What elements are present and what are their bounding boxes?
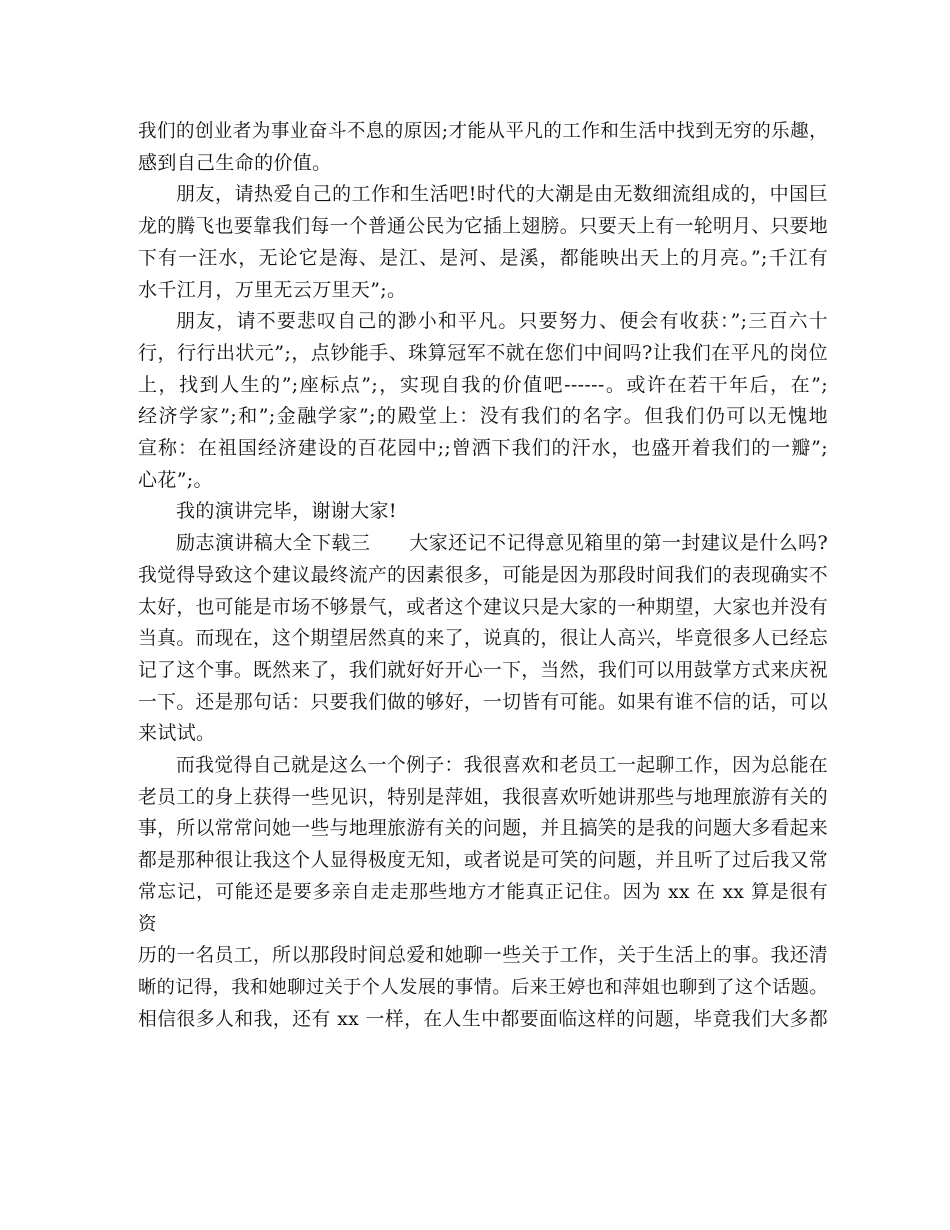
document-text-line: 老员工的身上获得一些见识，特别是萍姐，我很喜欢听她讲那些与地理旅游有关的 xyxy=(138,786,828,808)
document-text-line: 我们的创业者为事业奋斗不息的原因;才能从平凡的工作和生活中找到无穷的乐趣， xyxy=(138,121,828,142)
document-text-line: 来试试。 xyxy=(138,722,216,745)
document-text-line: 历的一名员工，所以那段时间总爱和她聊一些关于工作，关于生活上的事。我还清 xyxy=(138,945,828,967)
document-text-line: 我觉得导致这个建议最终流产的因素很多，可能是因为那段时间我们的表现确实不 xyxy=(138,564,828,586)
document-text-line: 经济学家”;和”;金融学家”;的殿堂上：没有我们的名字。但我们仍可以无愧地 xyxy=(138,405,828,428)
document-body xyxy=(138,116,828,1035)
document-text-line: 龙的腾飞也要靠我们每一个普通公民为它插上翅膀。只要天上有一轮明月、只要地 xyxy=(138,216,828,238)
document-text-line: 心花”;。 xyxy=(138,468,213,491)
document-text-line: 朋友，请热爱自己的工作和生活吧!时代的大潮是由无数细流组成的，中国巨 xyxy=(176,183,828,206)
document-text-line: 行，行行出状元”;，点钞能手、珠算冠军不就在您们中间吗?让我们在平凡的岗位 xyxy=(138,341,828,364)
document-text-line: 朋友，请不要悲叹自己的渺小和平凡。只要努力、便会有收获：”;三百六十 xyxy=(176,310,828,333)
document-text-line: 晰的记得，我和她聊过关于个人发展的事情。后来王婷也和萍姐也聊到了这个话题。 xyxy=(138,976,828,998)
document-text-line: 下有一汪水，无论它是海、是江、是河、是溪，都能映出天上的月亮。”;千江有 xyxy=(138,246,828,269)
document-text-line: 记了这个事。既然来了，我们就好好开心一下，当然，我们可以用鼓掌方式来庆祝 xyxy=(138,659,828,681)
document-text-line: 而我觉得自己就是这么一个例子：我很喜欢和老员工一起聊工作，因为总能在 xyxy=(176,755,828,777)
document-text-line: 常忘记，可能还是要多亲自走走那些地方才能真正记住。因为 xx 在 xx 算是很有资 xyxy=(138,881,828,935)
document-text-line: 我的演讲完毕，谢谢大家! xyxy=(176,500,397,523)
document-text-line: 都是那种很让我这个人显得极度无知，或者说是可笑的问题，并且听了过后我又常 xyxy=(138,850,828,872)
document-text-line: 太好，也可能是市场不够景气，或者这个建议只是大家的一种期望，大家也并没有 xyxy=(138,596,828,618)
document-text-line: 水千江月，万里无云万里天”;。 xyxy=(138,278,407,301)
document-text-line: 事，所以常常问她一些与地理旅游有关的问题，并且搞笑的是我的问题大多看起来 xyxy=(138,818,828,840)
document-text-line: 感到自己生命的价值。 xyxy=(138,151,332,174)
document-text-line: 上，找到人生的”;座标点”;，实现自我的价值吧------。或许在若干年后，在”; xyxy=(138,373,828,396)
document-text-line: 一下。还是那句话：只要我们做的够好，一切皆有可能。如果有谁不信的话，可以 xyxy=(138,691,828,713)
document-text-line: 当真。而现在，这个期望居然真的来了，说真的，很让人高兴，毕竟很多人已经忘 xyxy=(138,628,828,650)
document-text-line: 相信很多人和我，还有 xx 一样，在人生中都要面临这样的问题，毕竟我们大多都 xyxy=(138,1008,828,1030)
document-text-line: 励志演讲稿大全下载三 大家还记不记得意见箱里的第一封建议是什么吗? xyxy=(176,532,828,555)
document-text-line: 宣称：在祖国经济建设的百花园中;;曾洒下我们的汗水，也盛开着我们的一瓣”; xyxy=(138,437,828,460)
